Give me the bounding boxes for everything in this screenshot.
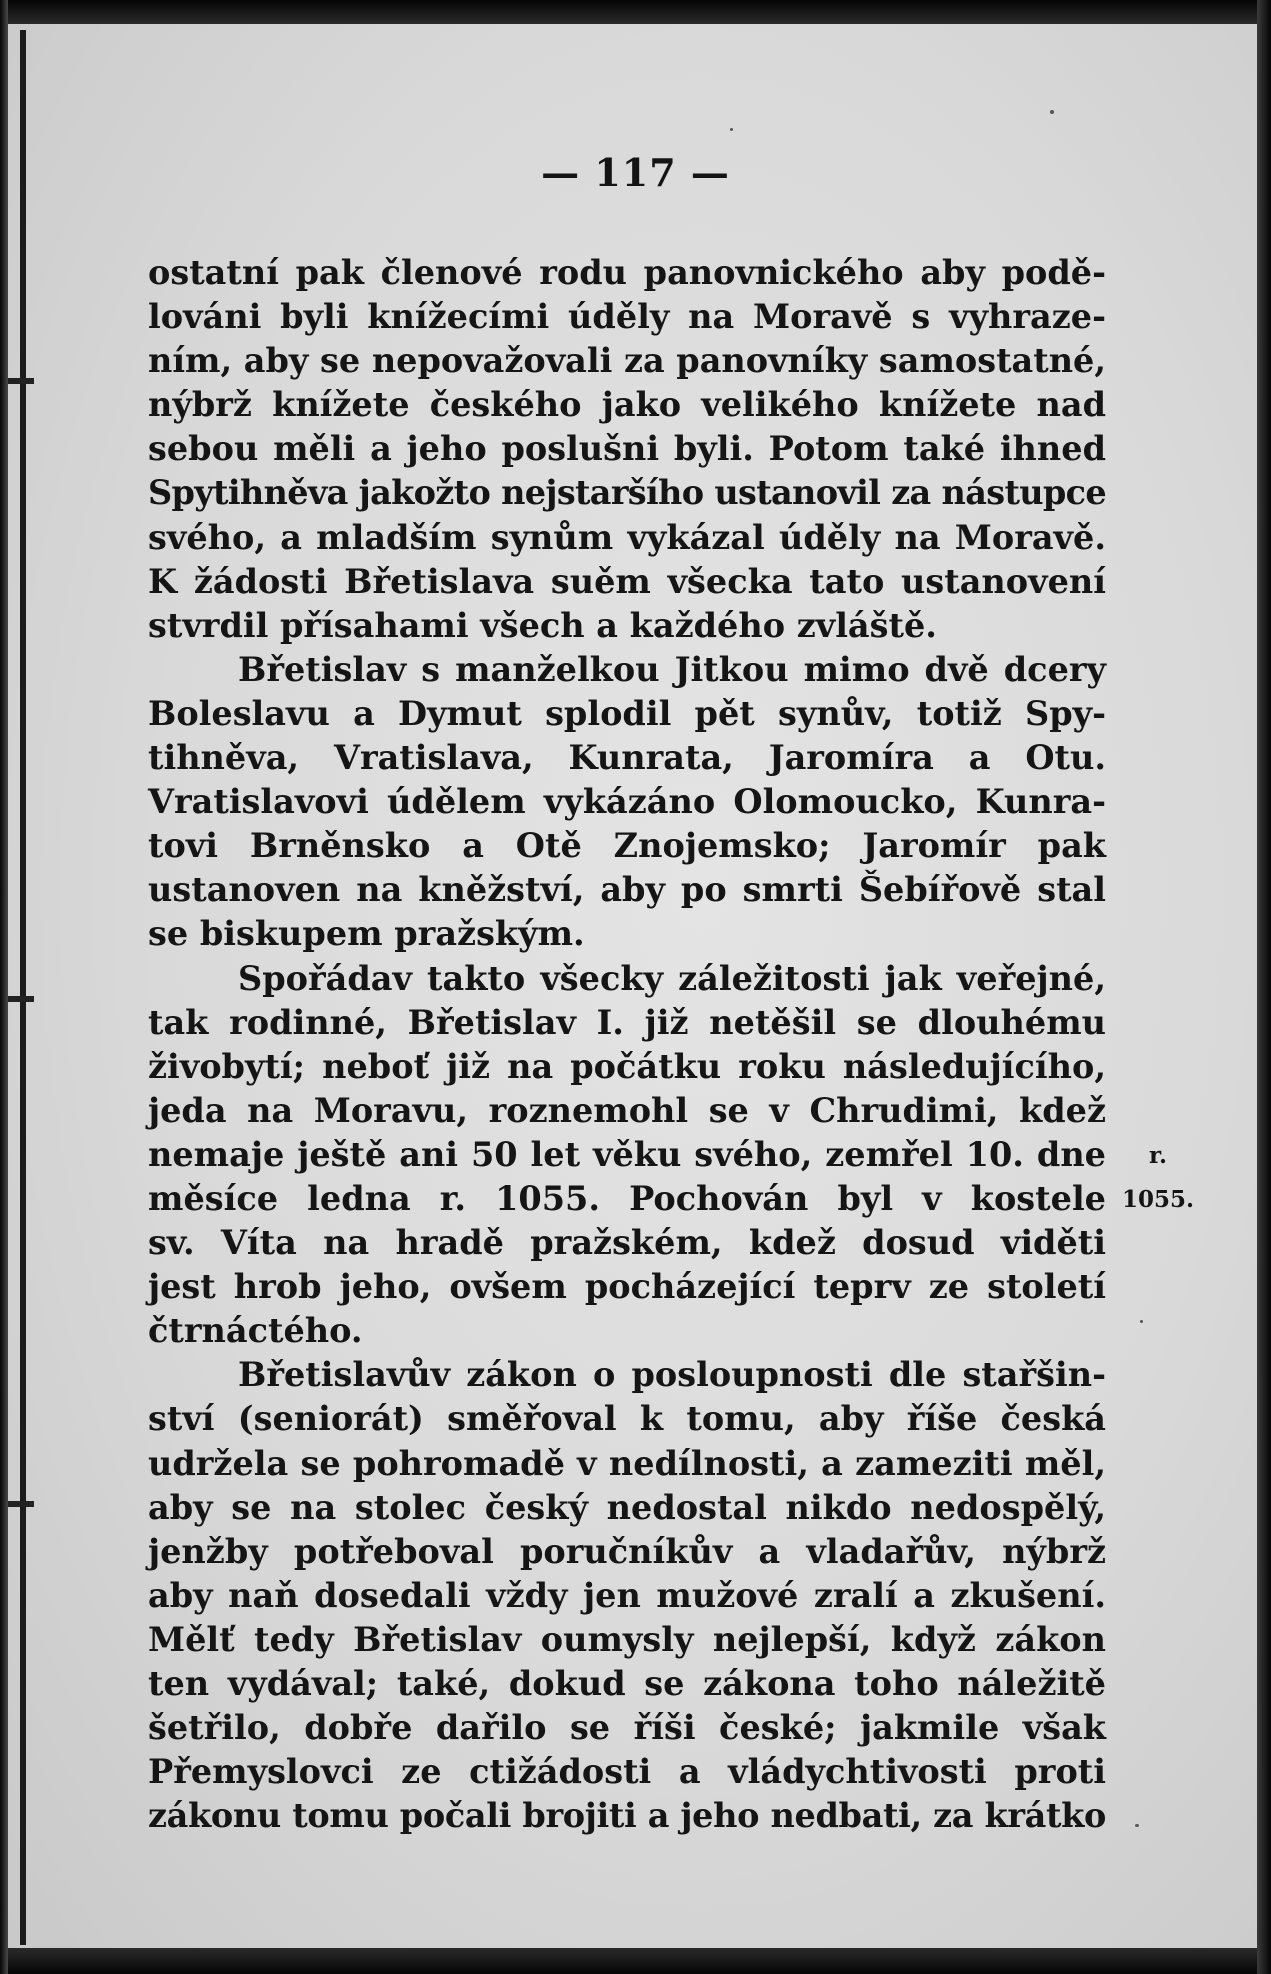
gutter-mark [8,1501,34,1507]
binding-gutter [20,30,26,1945]
text-line: sebou měli a jeho poslušni byli. Potom také ihned [148,429,1106,469]
text-line: ním, aby se nepovažovali za panovníky samostatné, [148,341,1106,381]
text-line: lováni byli knížecími úděly na Moravě s vyhraze- [148,297,1106,337]
text-line: tak rodinné, Břetislav I. již netěšil se dlouhému [148,1002,1106,1042]
scan-border-right [1257,0,1271,1974]
text-line: aby naň dosedali vždy jen mužové zralí a zkušení. [148,1575,1106,1615]
text-line: čtrnáctého. [148,1311,363,1351]
text-line: stvrdil přísahami všech a každého zvláště. [148,605,937,645]
scan-speck [1140,1320,1143,1323]
text-line: Vratislavovi údělem vykázáno Olomoucko, Kunra- [148,782,1106,822]
text-line: aby se na stolec český nedostal nikdo nedospělý, [148,1487,1106,1527]
margin-date-note [1114,1134,1202,1222]
text-line: šetřilo, dobře dařilo se říši české; jakmile však [148,1708,1106,1748]
text-line: jest hrob jeho, ovšem pocházející teprv ze století [148,1267,1106,1307]
text-line: zákonu tomu počali brojiti a jeho nedbati, za krátko [148,1796,1106,1836]
text-line: tovi Brněnsko a Otě Znojemsko; Jaromír pak [148,826,1106,866]
page-number: — 117 — [541,150,730,195]
scan-speck [730,128,733,131]
text-line: tihněva, Vratislava, Kunrata, Jaromíra a Otu. [148,738,1106,778]
text-line: ství (seniorát) směřoval k tomu, aby říše česká [148,1399,1106,1439]
gutter-mark [8,996,34,1002]
text-line: svého, a mladším synům vykázal úděly na Moravě. [148,517,1106,557]
text-line: K žádosti Břetislava suěm všecka tato ustanovení [148,561,1106,601]
text-line: Boleslavu a Dymut splodil pět synův, totiž Spy- [148,693,1106,733]
scan-speck [1050,110,1054,114]
text-line: jenžby potřeboval poručníkův a vladařův, nýbrž [148,1531,1106,1571]
body-text [148,251,1106,1838]
text-line: nemaje ještě ani 50 let věku svého, zemřel 10. dne [148,1134,1106,1174]
scan-border-bottom [0,1948,1271,1974]
text-line: Břetislavův zákon o posloupnosti dle stařšin- [238,1355,1106,1395]
text-line: živobytí; neboť již na počátku roku následujícího, [148,1046,1106,1086]
text-line: Přemyslovci ze ctižádosti a vládychtivosti proti [148,1752,1106,1792]
text-line: Břetislav s manželkou Jitkou mimo dvě dcery [238,649,1106,689]
text-line: měsíce ledna r. 1055. Pochován byl v kostele [148,1178,1106,1218]
text-line: jeda na Moravu, roznemohl se v Chrudimi, kdež [148,1090,1106,1130]
margin-note-line: r. [1148,1142,1167,1169]
text-line: ten vydával; také, dokud se zákona toho náležitě [148,1664,1106,1703]
text-line: Mělť tedy Břetislav oumysly nejlepší, když zákon [148,1619,1106,1659]
text-line: ustanoven na kněžství, aby po smrti Šebířově stal [148,870,1106,910]
scan-border-top [0,0,1271,24]
text-line: Spořádav takto všecky záležitosti jak veřejné, [238,958,1106,998]
text-line: udržela se pohromadě v nedílnosti, a zameziti měl, [148,1443,1106,1483]
text-line: ostatní pak členové rodu panovnického aby podě- [148,253,1106,292]
margin-note-line: 1055. [1121,1186,1195,1214]
text-line: Spytihněva jakožto nejstaršího ustanovil za nástupce [148,473,1106,513]
text-line: se biskupem pražským. [148,914,585,954]
scan-border-left [0,0,8,1974]
text-line: nýbrž knížete českého jako velikého knížete nad [148,385,1106,425]
text-line: sv. Víta na hradě pražském, kdež dosud viděti [148,1223,1106,1263]
gutter-mark [8,378,34,384]
scan-speck [1135,1824,1139,1827]
